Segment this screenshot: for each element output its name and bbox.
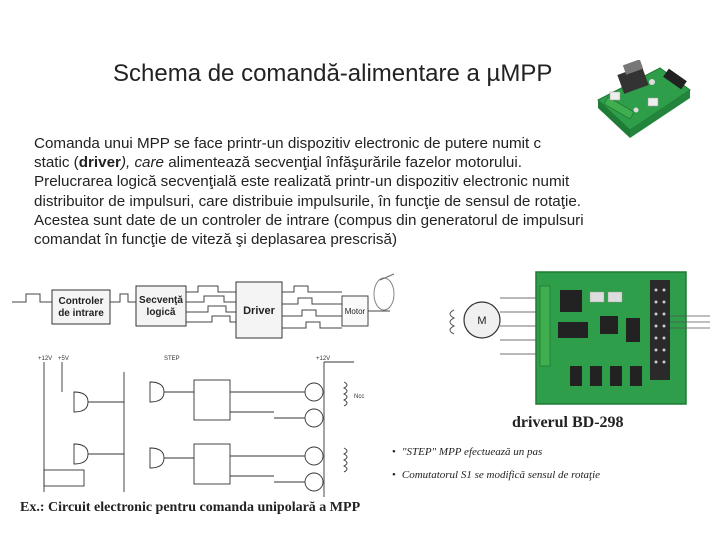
note-step: • "STEP" MPP efectuează un pas <box>392 446 718 458</box>
block-diagram <box>12 272 407 352</box>
svg-text:+12V: +12V <box>316 356 331 362</box>
controller-block-label-1: Controler <box>58 296 104 307</box>
motor-label: Motor <box>344 307 366 316</box>
board-caption: driverul BD-298 <box>512 414 624 431</box>
note-switch: • Comutatorul S1 se modifică sensul de rotaţie <box>392 469 718 481</box>
svg-text:+5V: +5V <box>58 356 69 362</box>
body-line-2-italic: ), care <box>120 154 164 172</box>
svg-text:+12V: +12V <box>38 356 53 362</box>
body-line-6: comandat în funcţie de viteză şi deplasarea prescrisă) <box>34 231 398 249</box>
driver-board-photo-bd298 <box>440 270 712 406</box>
svg-text:Ncc: Ncc <box>354 394 365 400</box>
body-line-1: Comanda unui MPP se face printr-un dispozitiv electronic de putere numit c <box>34 135 542 152</box>
figure-caption: Ex.: Circuit electronic pentru comanda unipolară a MPP <box>20 500 361 515</box>
sequence-block <box>136 286 186 326</box>
unipolar-drive-schematic <box>14 352 394 502</box>
body-paragraph <box>34 134 674 249</box>
driver-block-label: Driver <box>243 305 275 317</box>
slide-title: Schema de comandă-alimentare a µMPP <box>113 60 553 87</box>
body-line-2 <box>34 153 674 172</box>
svg-text:M: M <box>477 315 487 327</box>
sequence-block-label-2: logică <box>146 307 176 318</box>
svg-text:STEP: STEP <box>164 356 180 362</box>
driver-term: driver <box>78 154 121 172</box>
body-line-2-post: alimentează secvenţial înfăşurările fazelor motorului. <box>164 154 522 172</box>
sequence-block-label-1: Secvenţă <box>139 295 183 306</box>
body-line-2-pre: static ( <box>34 154 79 172</box>
notes-list <box>392 446 718 492</box>
body-line-5: Acestea sunt date de un controler de intrare (compus din generatorul de impulsuri <box>34 211 584 229</box>
body-line-3: Prelucrarea logică secvenţială este realizată printr-un dispozitiv electronic numit <box>34 173 570 191</box>
controller-block-label-2: de intrare <box>58 308 104 319</box>
body-line-4: distribuitor de impulsuri, care distribuie impulsurile, în funcţie de sensul de rotaţie. <box>34 192 582 210</box>
